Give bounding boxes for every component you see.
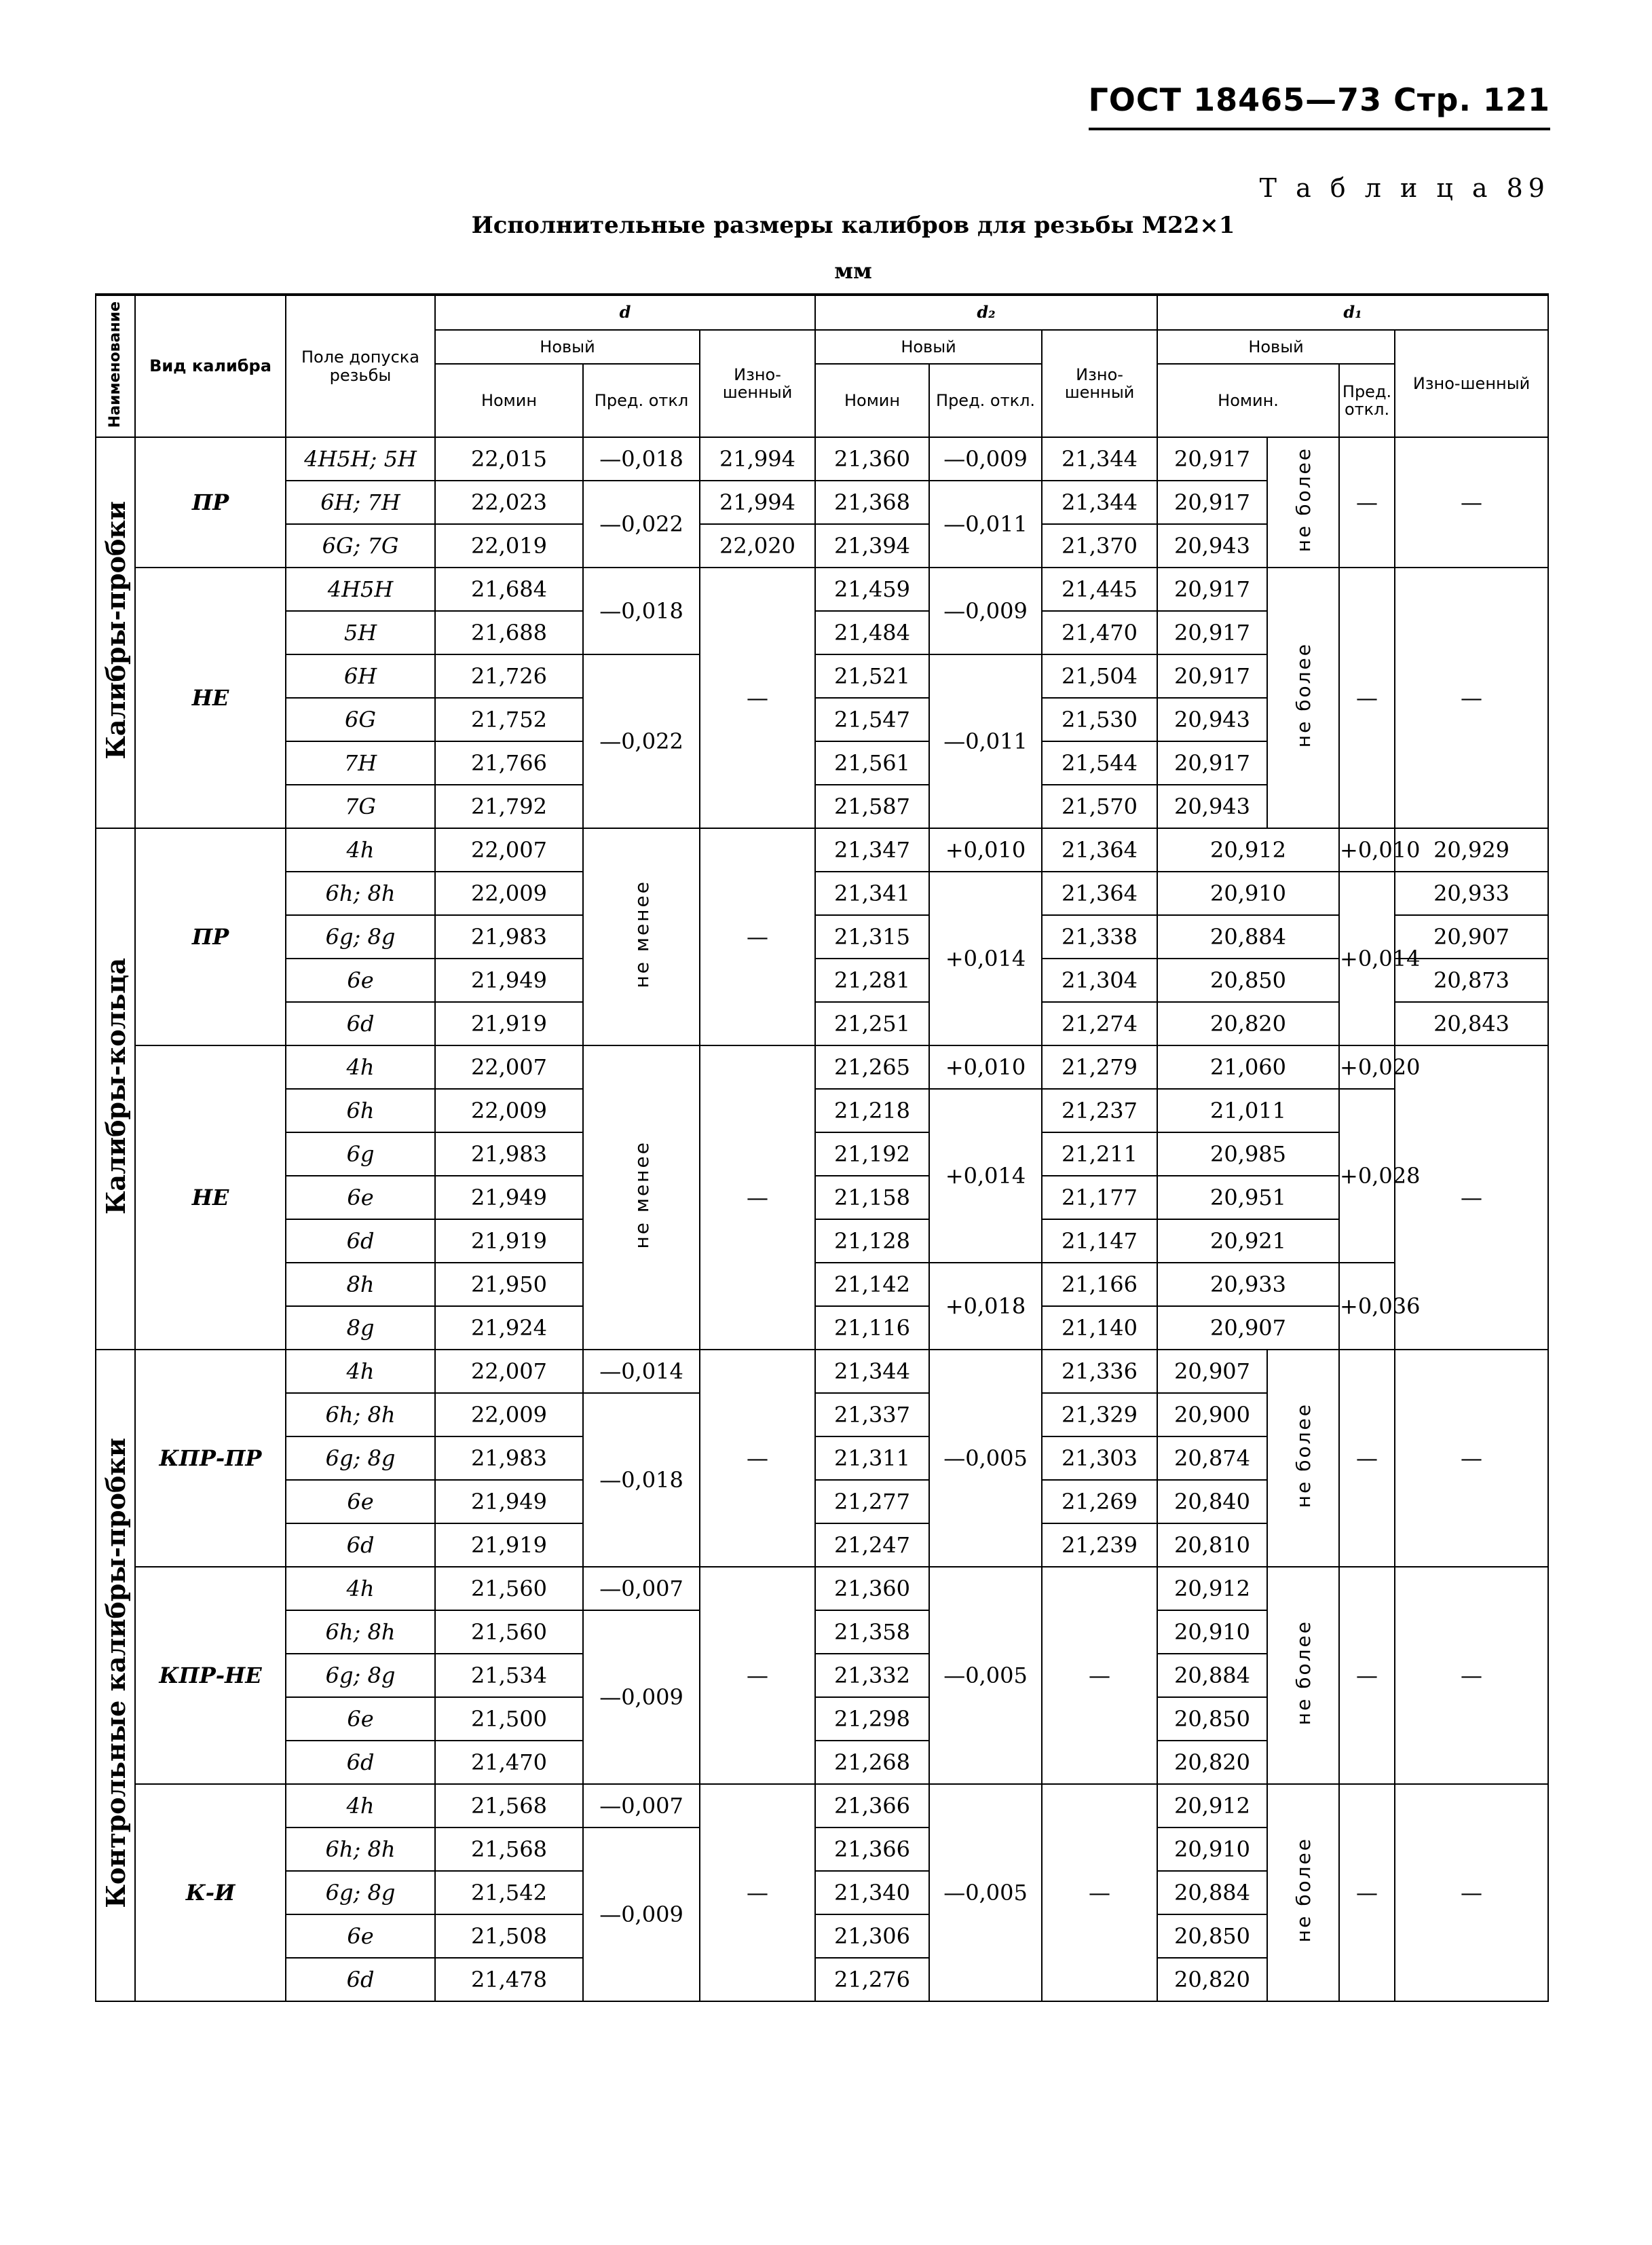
d-nom-cell: 21,766 (435, 741, 583, 785)
table-row (96, 915, 1548, 959)
d2-worn-cell: — (1042, 1784, 1157, 2001)
d-nom-cell: 21,983 (435, 1132, 583, 1176)
d2-nom-cell: 21,116 (815, 1306, 929, 1350)
d-nom-cell: 21,478 (435, 1958, 583, 2001)
d1-dev-cell: +0,010 (1339, 828, 1395, 872)
d1-nom-cell: 20,840 (1157, 1480, 1267, 1523)
d2-worn-cell: 21,303 (1042, 1436, 1157, 1480)
d1-dev-cell: +0,020 (1339, 1045, 1395, 1089)
tol-cell: 6e (286, 959, 435, 1002)
d-nom-cell: 21,983 (435, 915, 583, 959)
d-dev-cell: —0,014 (583, 1350, 700, 1393)
d1-worn-cell: 20,843 (1395, 1002, 1548, 1045)
d2-nom-cell: 21,358 (815, 1610, 929, 1654)
d1-nom-cell: 20,917 (1157, 741, 1267, 785)
tol-cell: 8h (286, 1263, 435, 1306)
group-label: Калибры-пробки (96, 437, 135, 828)
tol-cell: 6h; 8h (286, 1610, 435, 1654)
d-nom-cell: 21,792 (435, 785, 583, 828)
col-name-header: Наименование (96, 295, 135, 437)
tol-cell: 4h (286, 1350, 435, 1393)
vid-label: НЕ (135, 1045, 286, 1350)
d1-worn-cell: — (1395, 1045, 1548, 1350)
d2-worn-cell: 21,336 (1042, 1350, 1157, 1393)
d2-worn-cell: 21,140 (1042, 1306, 1157, 1350)
d2-worn-cell: 21,344 (1042, 437, 1157, 481)
d-nom-header: Номин (435, 364, 583, 437)
d2-worn-cell: 21,177 (1042, 1176, 1157, 1219)
d-new-header: Новый (435, 330, 700, 364)
d-nom-cell: 22,015 (435, 437, 583, 481)
table-row (96, 872, 1548, 915)
d1-nom-cell: 20,900 (1157, 1393, 1267, 1436)
d2-nom-cell: 21,128 (815, 1219, 929, 1263)
tol-cell: 6d (286, 1002, 435, 1045)
d-dev-cell: —0,018 (583, 1393, 700, 1567)
d1-nom-cell: 20,943 (1157, 698, 1267, 741)
d2-nom-cell: 21,521 (815, 654, 929, 698)
d-nom-cell: 21,560 (435, 1567, 583, 1610)
d1-nom-cell: 20,917 (1157, 568, 1267, 611)
d-worn-cell: — (700, 1567, 815, 1784)
d2-nom-cell: 21,218 (815, 1089, 929, 1132)
tol-cell: 6h; 8h (286, 872, 435, 915)
d-worn-cell: 21,994 (700, 481, 815, 524)
d-nom-cell: 22,009 (435, 872, 583, 915)
d2-nom-cell: 21,366 (815, 1827, 929, 1871)
d2-worn-cell: 21,338 (1042, 915, 1157, 959)
d-worn-cell: — (700, 1045, 815, 1350)
d1-nom-cell: 20,910 (1157, 872, 1339, 915)
table-row (96, 1089, 1548, 1132)
d-nom-cell: 22,007 (435, 1045, 583, 1089)
d1-nom-cell: 20,850 (1157, 959, 1339, 1002)
d1-nom-cell: 20,912 (1157, 1784, 1267, 1827)
d2-nom-cell: 21,315 (815, 915, 929, 959)
d-nom-cell: 22,019 (435, 524, 583, 568)
d-worn-cell: 22,020 (700, 524, 815, 568)
d-nom-cell: 21,560 (435, 1610, 583, 1654)
d1-nom-cell: 20,884 (1157, 1654, 1267, 1697)
d2-worn-cell: 21,239 (1042, 1523, 1157, 1567)
d1-nom-cell: 20,820 (1157, 1958, 1267, 2001)
d-nom-cell: 21,500 (435, 1697, 583, 1741)
d2-worn-cell: — (1042, 1567, 1157, 1784)
d-worn-cell: 21,994 (700, 437, 815, 481)
d2-nom-cell: 21,344 (815, 1350, 929, 1393)
d-dev-cell: —0,022 (583, 654, 700, 828)
d2-nom-cell: 21,306 (815, 1914, 929, 1958)
d1-nom-cell: 20,910 (1157, 1610, 1267, 1654)
d-dev-cell: —0,009 (583, 1827, 700, 2001)
d1-nom-cell: 20,820 (1157, 1002, 1339, 1045)
d2-nom-cell: 21,158 (815, 1176, 929, 1219)
col-vid-header: Вид калибра (135, 295, 286, 437)
d2-nom-cell: 21,484 (815, 611, 929, 654)
d1-nom-cell: 21,011 (1157, 1089, 1339, 1132)
table-row (96, 1219, 1548, 1263)
d1-worn-cell: — (1395, 1567, 1548, 1784)
tol-cell: 6d (286, 1523, 435, 1567)
d2-dev-cell: —0,005 (929, 1567, 1042, 1784)
d2-nom-cell: 21,276 (815, 1958, 929, 2001)
d1-nom-cell: 20,910 (1157, 1827, 1267, 1871)
tol-cell: 6h; 8h (286, 1393, 435, 1436)
d-nom-cell: 21,568 (435, 1784, 583, 1827)
table-row (96, 1306, 1548, 1350)
vid-label: К-И (135, 1784, 286, 2001)
d2-dev-header: Пред. откл. (929, 364, 1042, 437)
d2-nom-cell: 21,347 (815, 828, 929, 872)
d1-worn-header: Изно-шенный (1395, 330, 1548, 437)
d1-nom-cell: 20,921 (1157, 1219, 1339, 1263)
d-dev-cell: —0,007 (583, 1784, 700, 1827)
d2-nom-cell: 21,192 (815, 1132, 929, 1176)
d2-worn-cell: 21,530 (1042, 698, 1157, 741)
gauge-dimensions-table (95, 293, 1549, 2002)
d-worn-cell: — (700, 828, 815, 1045)
d-nom-cell: 21,752 (435, 698, 583, 741)
d2-dev-cell: —0,005 (929, 1784, 1042, 2001)
d1-nom-header: Номин. (1157, 364, 1339, 437)
group-label: Калибры-кольца (96, 828, 135, 1350)
d-nom-cell: 22,023 (435, 481, 583, 524)
group-label: Контрольные калибры-пробки (96, 1350, 135, 2001)
d1-worn-cell: — (1395, 437, 1548, 568)
d2-nom-cell: 21,298 (815, 1697, 929, 1741)
tol-cell: 6h; 8h (286, 1827, 435, 1871)
d2-nom-cell: 21,268 (815, 1741, 929, 1784)
tol-cell: 6e (286, 1914, 435, 1958)
col-d-header: d (435, 295, 815, 330)
d1-dev-cell: — (1339, 1567, 1395, 1784)
d2-nom-cell: 21,360 (815, 437, 929, 481)
d1-worn-cell: 20,933 (1395, 872, 1548, 915)
table-row (96, 1784, 1548, 1827)
tol-cell: 6h (286, 1089, 435, 1132)
d-nom-cell: 21,568 (435, 1827, 583, 1871)
note-ne-bolee: не более (1267, 568, 1339, 828)
d2-worn-cell: 21,279 (1042, 1045, 1157, 1089)
d1-nom-cell: 20,917 (1157, 481, 1267, 524)
d2-worn-cell: 21,329 (1042, 1393, 1157, 1436)
d1-nom-cell: 20,985 (1157, 1132, 1339, 1176)
d-nom-cell: 22,009 (435, 1393, 583, 1436)
d1-dev-cell: — (1339, 1784, 1395, 2001)
table-row (96, 437, 1548, 481)
tol-cell: 6g; 8g (286, 1436, 435, 1480)
d-nom-cell: 22,009 (435, 1089, 583, 1132)
tol-cell: 6G; 7G (286, 524, 435, 568)
d2-worn-header: Изно-шенный (1042, 330, 1157, 437)
d-nom-cell: 21,508 (435, 1914, 583, 1958)
tol-cell: 4H5H (286, 568, 435, 611)
tol-cell: 6d (286, 1741, 435, 1784)
note-ne-bolee: не более (1267, 437, 1339, 568)
d2-dev-cell: —0,005 (929, 1350, 1042, 1567)
d2-dev-cell: +0,010 (929, 1045, 1042, 1089)
d1-worn-cell: — (1395, 1350, 1548, 1567)
tol-cell: 4h (286, 1567, 435, 1610)
col-d2-header: d₂ (815, 295, 1157, 330)
d2-nom-cell: 21,368 (815, 481, 929, 524)
d1-nom-cell: 20,850 (1157, 1914, 1267, 1958)
table-row (96, 1567, 1548, 1610)
d-nom-cell: 21,470 (435, 1741, 583, 1784)
table-row (96, 1263, 1548, 1306)
tol-cell: 6d (286, 1219, 435, 1263)
tol-cell: 6g (286, 1132, 435, 1176)
tol-cell: 6e (286, 1480, 435, 1523)
d2-nom-cell: 21,337 (815, 1393, 929, 1436)
d2-nom-cell: 21,394 (815, 524, 929, 568)
d-nom-cell: 21,924 (435, 1306, 583, 1350)
d2-worn-cell: 21,544 (1042, 741, 1157, 785)
d1-dev-cell: — (1339, 437, 1395, 568)
d2-worn-cell: 21,470 (1042, 611, 1157, 654)
d2-nom-cell: 21,247 (815, 1523, 929, 1567)
table-number: Т а б л и ц а 89 (1259, 173, 1550, 203)
tol-cell: 6g; 8g (286, 915, 435, 959)
d2-nom-cell: 21,281 (815, 959, 929, 1002)
d2-dev-cell: —0,011 (929, 654, 1042, 828)
d2-worn-cell: 21,166 (1042, 1263, 1157, 1306)
table-row (96, 1002, 1548, 1045)
d-nom-cell: 21,983 (435, 1436, 583, 1480)
d1-nom-cell: 20,850 (1157, 1697, 1267, 1741)
d1-nom-cell: 21,060 (1157, 1045, 1339, 1089)
d1-worn-cell: — (1395, 568, 1548, 828)
d2-nom-cell: 21,142 (815, 1263, 929, 1306)
d1-nom-cell: 20,943 (1157, 785, 1267, 828)
tol-cell: 6G (286, 698, 435, 741)
d1-dev-cell: — (1339, 568, 1395, 828)
d1-nom-cell: 20,912 (1157, 828, 1339, 872)
note-ne-menee: не менее (583, 1045, 700, 1350)
d2-worn-cell: 21,370 (1042, 524, 1157, 568)
tol-cell: 4h (286, 828, 435, 872)
note-ne-bolee: не более (1267, 1784, 1339, 2001)
tol-cell: 8g (286, 1306, 435, 1350)
d-nom-cell: 21,688 (435, 611, 583, 654)
tol-cell: 4H5H; 5H (286, 437, 435, 481)
d2-dev-cell: +0,014 (929, 1089, 1042, 1263)
d1-worn-cell: 20,873 (1395, 959, 1548, 1002)
tol-cell: 7H (286, 741, 435, 785)
d1-nom-cell: 20,917 (1157, 437, 1267, 481)
d-nom-cell: 21,919 (435, 1219, 583, 1263)
d-nom-cell: 21,726 (435, 654, 583, 698)
vid-label: КПР-ПР (135, 1350, 286, 1567)
tol-cell: 6H; 7H (286, 481, 435, 524)
d2-new-header: Новый (815, 330, 1042, 364)
d2-nom-header: Номин (815, 364, 929, 437)
d2-nom-cell: 21,311 (815, 1436, 929, 1480)
page-header: ГОСТ 18465—73 Стр. 121 (1089, 81, 1551, 130)
col-d1-header: d₁ (1157, 295, 1548, 330)
d-nom-cell: 21,949 (435, 1176, 583, 1219)
table-row (96, 959, 1548, 1002)
d-dev-cell: —0,007 (583, 1567, 700, 1610)
note-ne-bolee: не более (1267, 1567, 1339, 1784)
d1-dev-cell: +0,014 (1339, 872, 1395, 1045)
d2-dev-cell: —0,009 (929, 437, 1042, 481)
tol-cell: 6g; 8g (286, 1871, 435, 1914)
d1-nom-cell: 20,820 (1157, 1741, 1267, 1784)
d-nom-cell: 21,534 (435, 1654, 583, 1697)
d2-worn-cell: 21,211 (1042, 1132, 1157, 1176)
note-ne-bolee: не более (1267, 1350, 1339, 1567)
d-nom-cell: 21,919 (435, 1002, 583, 1045)
d2-worn-cell: 21,364 (1042, 828, 1157, 872)
table-row (96, 828, 1548, 872)
d2-dev-cell: +0,018 (929, 1263, 1042, 1350)
d2-worn-cell: 21,147 (1042, 1219, 1157, 1263)
d-dev-cell: —0,018 (583, 437, 700, 481)
d-dev-header: Пред. откл (583, 364, 700, 437)
d-worn-cell: — (700, 1350, 815, 1567)
d1-nom-cell: 20,884 (1157, 1871, 1267, 1914)
tol-cell: 6d (286, 1958, 435, 2001)
tol-cell: 4h (286, 1045, 435, 1089)
vid-label: КПР-НЕ (135, 1567, 286, 1784)
d2-nom-cell: 21,265 (815, 1045, 929, 1089)
unit-label: мм (834, 258, 872, 284)
d-nom-cell: 22,007 (435, 1350, 583, 1393)
d1-nom-cell: 20,884 (1157, 915, 1339, 959)
tol-cell: 6H (286, 654, 435, 698)
d1-nom-cell: 20,917 (1157, 611, 1267, 654)
d1-nom-cell: 20,951 (1157, 1176, 1339, 1219)
d1-worn-cell: — (1395, 1784, 1548, 2001)
note-ne-menee: не менее (583, 828, 700, 1045)
d-nom-cell: 21,949 (435, 959, 583, 1002)
d-nom-cell: 21,542 (435, 1871, 583, 1914)
d1-nom-cell: 20,810 (1157, 1523, 1267, 1567)
table-title: Исполнительные размеры калибров для резьбы М22×1 (471, 212, 1235, 239)
d2-worn-cell: 21,570 (1042, 785, 1157, 828)
d2-worn-cell: 21,344 (1042, 481, 1157, 524)
d2-worn-cell: 21,274 (1042, 1002, 1157, 1045)
d2-worn-cell: 21,364 (1042, 872, 1157, 915)
table-row (96, 1045, 1548, 1089)
d2-nom-cell: 21,341 (815, 872, 929, 915)
d-dev-cell: —0,009 (583, 1610, 700, 1784)
d1-dev-cell: +0,028 (1339, 1089, 1395, 1263)
tol-cell: 6e (286, 1176, 435, 1219)
d-nom-cell: 21,950 (435, 1263, 583, 1306)
tol-cell: 6e (286, 1697, 435, 1741)
d-dev-cell: —0,022 (583, 481, 700, 568)
d1-dev-header: Пред. откл. (1339, 364, 1395, 437)
d1-worn-cell: 20,907 (1395, 915, 1548, 959)
vid-label: НЕ (135, 568, 286, 828)
d1-nom-cell: 20,917 (1157, 654, 1267, 698)
d2-nom-cell: 21,277 (815, 1480, 929, 1523)
tol-cell: 5H (286, 611, 435, 654)
d1-nom-cell: 20,943 (1157, 524, 1267, 568)
d-nom-cell: 21,949 (435, 1480, 583, 1523)
d1-nom-cell: 20,912 (1157, 1567, 1267, 1610)
d2-nom-cell: 21,332 (815, 1654, 929, 1697)
d1-new-header: Новый (1157, 330, 1395, 364)
d-worn-header: Изно-шенный (700, 330, 815, 437)
d2-nom-cell: 21,459 (815, 568, 929, 611)
tol-cell: 4h (286, 1784, 435, 1827)
table-row (96, 1132, 1548, 1176)
d2-nom-cell: 21,547 (815, 698, 929, 741)
d2-nom-cell: 21,251 (815, 1002, 929, 1045)
d2-dev-cell: +0,014 (929, 872, 1042, 1045)
d-nom-cell: 22,007 (435, 828, 583, 872)
tol-cell: 6g; 8g (286, 1654, 435, 1697)
d2-dev-cell: +0,010 (929, 828, 1042, 872)
d-worn-cell: — (700, 568, 815, 828)
table-row (96, 1176, 1548, 1219)
d2-dev-cell: —0,009 (929, 568, 1042, 654)
d-dev-cell: —0,018 (583, 568, 700, 654)
d2-nom-cell: 21,340 (815, 1871, 929, 1914)
d2-worn-cell: 21,445 (1042, 568, 1157, 611)
table-row (96, 568, 1548, 611)
d1-nom-cell: 20,907 (1157, 1350, 1267, 1393)
d1-nom-cell: 20,907 (1157, 1306, 1339, 1350)
col-pole-header: Поле допуска резьбы (286, 295, 435, 437)
d-nom-cell: 21,919 (435, 1523, 583, 1567)
d2-worn-cell: 21,304 (1042, 959, 1157, 1002)
d2-dev-cell: —0,011 (929, 481, 1042, 568)
d2-nom-cell: 21,360 (815, 1567, 929, 1610)
table-row (96, 1350, 1548, 1393)
d2-worn-cell: 21,269 (1042, 1480, 1157, 1523)
vid-label: ПР (135, 828, 286, 1045)
d1-nom-cell: 20,933 (1157, 1263, 1339, 1306)
d2-nom-cell: 21,587 (815, 785, 929, 828)
d2-nom-cell: 21,561 (815, 741, 929, 785)
d2-nom-cell: 21,366 (815, 1784, 929, 1827)
d2-worn-cell: 21,504 (1042, 654, 1157, 698)
d-nom-cell: 21,684 (435, 568, 583, 611)
d2-worn-cell: 21,237 (1042, 1089, 1157, 1132)
d-worn-cell: — (700, 1784, 815, 2001)
d1-nom-cell: 20,874 (1157, 1436, 1267, 1480)
d1-dev-cell: — (1339, 1350, 1395, 1567)
d1-dev-cell: +0,036 (1339, 1263, 1395, 1350)
tol-cell: 7G (286, 785, 435, 828)
d1-worn-cell: 20,929 (1395, 828, 1548, 872)
vid-label: ПР (135, 437, 286, 568)
